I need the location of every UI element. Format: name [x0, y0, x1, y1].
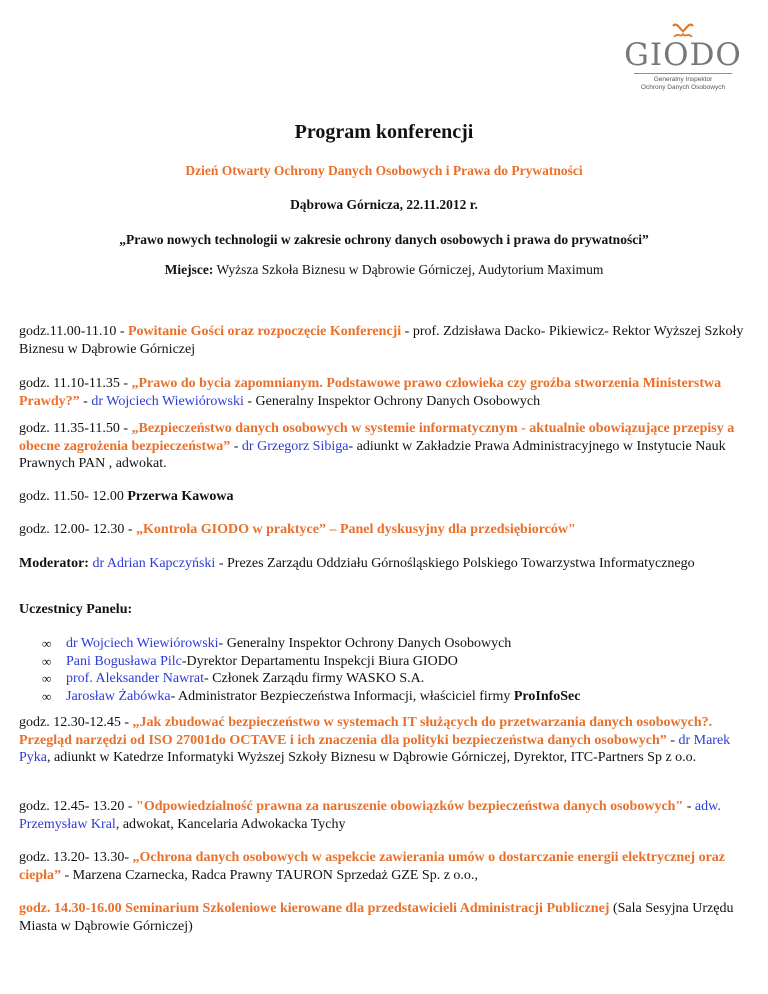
agenda-item-7: [19, 798, 754, 833]
item-details: - prof. Zdzisława Dacko- Pikiewicz- Rektor Wyższej Szkoły Biznesu w Dąbrowie Górniczej: [19, 324, 744, 357]
item-details: - Marzena Czarnecka, Radca Prawny TAURON Sprzedaż GZE Sp. z o.o.,: [61, 867, 478, 883]
item-time: godz. 11.35-11.50 -: [19, 421, 132, 436]
participant-name: Pani Bogusława Pilc: [66, 653, 182, 669]
item-sep: -: [230, 438, 242, 454]
list-item: [42, 670, 742, 688]
item-title: „Prawo do bycia zapomnianym. Podstawowe prawo człowieka czy groźba stworzenia Ministerstwa Prawdy?”: [19, 376, 722, 409]
speaker-name: dr Marek Pyka: [19, 732, 731, 765]
infinity-bullet-icon: ∞: [42, 688, 52, 704]
moderator-name: dr Adrian Kapczyński: [92, 556, 216, 571]
panel-label: [19, 601, 754, 619]
participant-name: prof. Aleksander Nawrat: [66, 671, 205, 686]
item-title: Przerwa Kawowa: [127, 489, 234, 504]
participant-role: - Generalny Inspektor Ochrony Danych Osobowych: [218, 636, 512, 651]
agenda-item-1: [19, 323, 754, 358]
conference-theme: „Prawo nowych technologii w zakresie ochrony danych osobowych i prawa do prywatności”: [119, 232, 649, 247]
item-title: „Kontrola GIODO w praktyce” – Panel dyskusyjny dla przedsiębiorców": [136, 522, 576, 537]
speaker-name: adw. Przemysław Kral: [19, 799, 721, 832]
item-details: - Generalny Inspektor Ochrony Danych Osobowych: [243, 393, 541, 409]
item-title: „Ochrona danych osobowych w aspekcie zawierania umów o dostarczanie energii elektrycznej oraz ciepła”: [19, 850, 726, 883]
item-time: godz. 12.45- 13.20 -: [19, 799, 137, 814]
infinity-bullet-icon: ∞: [42, 653, 52, 669]
item-title: Powitanie Gości oraz rozpoczęcie Konferencji: [128, 324, 402, 339]
item-title: Seminarium Szkoleniowe kierowane dla przedstawicieli Administracji Publicznej: [125, 901, 610, 916]
item-sep: -: [79, 393, 92, 409]
item-details: , adiunkt w Katedrze Informatyki Wyższej Szkoły Biznesu w Dąbrowie Górniczej, Dyrektor, ITC-Partners Sp z o.o.: [47, 750, 697, 765]
list-item: [42, 653, 742, 671]
page-title: Program konferencji: [294, 121, 474, 143]
logo-wordmark: GIODO: [624, 37, 742, 73]
participant-role: - Administrator Bezpieczeństwa Informacji, właściciel firmy: [170, 688, 514, 704]
item-details: , adwokat, Kancelaria Adwokacka Tychy: [115, 816, 346, 832]
item-time: godz. 11.50- 12.00: [19, 489, 128, 504]
participant-name: Jarosław Żabówka: [66, 688, 171, 704]
venue-text: Wyższa Szkoła Biznesu w Dąbrowie Górniczej, Audytorium Maximum: [213, 262, 604, 277]
participant-name: dr Wojciech Wiewiórowski: [66, 636, 219, 651]
panel-label-text: Uczestnicy Panelu:: [19, 602, 133, 617]
panel-participants-list: [42, 635, 742, 705]
item-time: godz. 14.30-16.00: [19, 901, 126, 916]
agenda-item-6: [19, 714, 754, 767]
participant-role: - Członek Zarządu firmy WASKO S.A.: [204, 671, 425, 686]
infinity-bullet-icon: ∞: [42, 636, 52, 651]
moderator-details: - Prezes Zarządu Oddziału Górnośląskiego Polskiego Towarzystwa Informatycznego: [215, 556, 695, 571]
company-name: ProInfoSec: [513, 688, 581, 704]
infinity-bullet-icon: ∞: [42, 671, 52, 686]
speaker-name: dr Grzegorz Sibiga: [241, 438, 349, 454]
moderator-label: Moderator:: [19, 556, 89, 571]
logo-subtitle-1: Generalny Inspektor: [653, 76, 713, 83]
logo-subtitle-2: Ochrony Danych Osobowych: [640, 84, 726, 91]
item-time: godz. 12.30-12.45 -: [19, 715, 133, 730]
list-item: [42, 635, 742, 653]
agenda-item-2: [19, 375, 754, 410]
logo-divider: [634, 73, 732, 74]
item-sep: -: [683, 799, 695, 814]
agenda-item-9: [19, 900, 754, 935]
event-name: Dzień Otwarty Ochrony Danych Osobowych i Prawa do Prywatności: [185, 163, 583, 178]
speaker-name: dr Wojciech Wiewiórowski: [91, 393, 244, 409]
item-time: godz. 13.20- 13.30-: [19, 850, 133, 865]
participant-role: -Dyrektor Departamentu Inspekcji Biura GIODO: [181, 653, 458, 669]
list-item: [42, 688, 742, 706]
agenda-item-8: [19, 849, 754, 884]
venue-label: Miejsce:: [164, 262, 214, 277]
agenda-item-3: [19, 420, 754, 473]
moderator: [19, 555, 754, 573]
item-time: godz. 11.10-11.35 -: [19, 376, 132, 391]
giodo-logo: [620, 22, 746, 92]
place-date: Dąbrowa Górnicza, 22.11.2012 r.: [290, 197, 478, 212]
item-title: „Jak zbudować bezpieczeństwo w systemach IT służących do przetwarzania danych osobowych?. Przegląd narzędzi od ISO 27001do OCTAVE i ich znaczenia dla polityki bezpieczeństwa danych osobowych”: [19, 715, 713, 748]
item-details: (Sala Sesyjna Urzędu Miasta w Dąbrowie Górniczej): [19, 901, 734, 934]
agenda-item-4: [19, 488, 754, 506]
item-time: godz.11.00-11.10 -: [19, 324, 128, 339]
item-details: - adiunkt w Zakładzie Prawa Administracyjnego w Instytucie Nauk Prawnych PAN , adwokat.: [19, 438, 726, 471]
item-sep: -: [666, 732, 679, 748]
item-title: „Bezpieczeństwo danych osobowych w systemie informatycznym - aktualnie obowiązujące przepisy a obecne zagrożenia bezpieczeństwa”: [19, 421, 735, 454]
item-title: "Odpowiedzialność prawna za naruszenie obowiązków bezpieczeństwa danych osobowych": [136, 799, 684, 814]
agenda-item-5: [19, 521, 754, 539]
item-time: godz. 12.00- 12.30 -: [19, 522, 137, 537]
venue: [0, 262, 768, 278]
